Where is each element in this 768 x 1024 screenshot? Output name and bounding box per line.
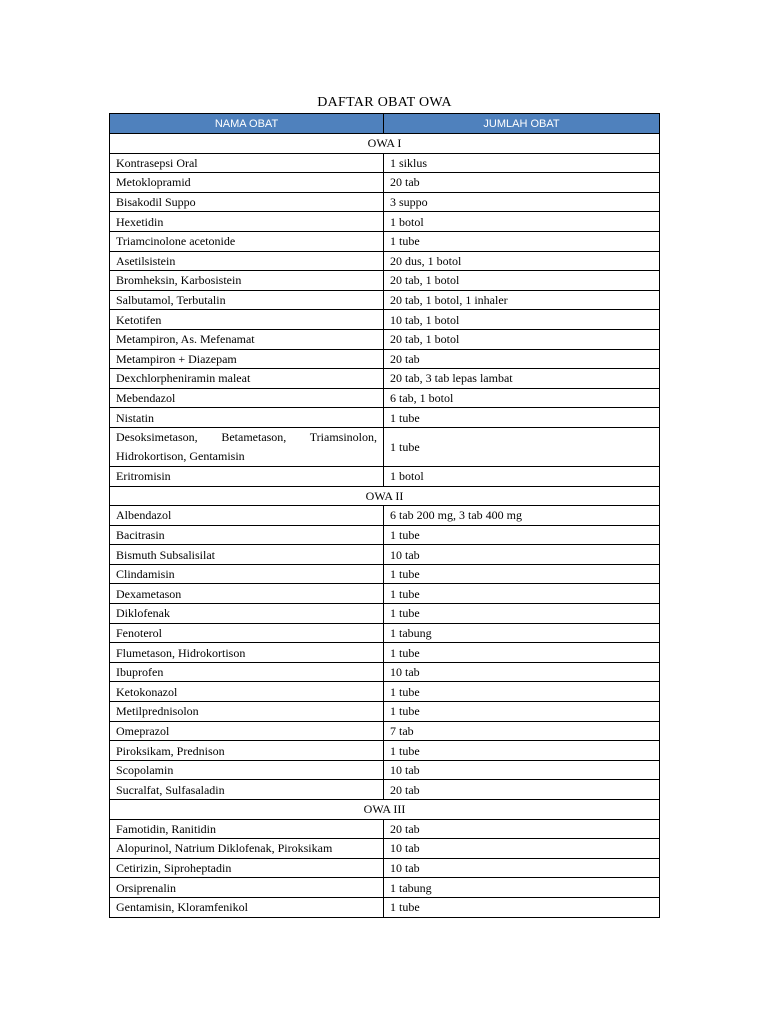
drug-quantity-cell: 10 tab, 1 botol [384, 310, 660, 330]
drug-quantity-cell: 1 tube [384, 604, 660, 624]
drug-name-cell: Albendazol [110, 506, 384, 526]
drug-name-cell: Bromheksin, Karbosistein [110, 271, 384, 291]
table-row [110, 584, 660, 604]
drug-name-cell: Clindamisin [110, 564, 384, 584]
table-row [110, 682, 660, 702]
drug-name-cell: Alopurinol, Natrium Diklofenak, Piroksikam [110, 839, 384, 859]
drug-quantity-cell: 20 tab [384, 780, 660, 800]
drug-name-cell: Omeprazol [110, 721, 384, 741]
drug-quantity-cell: 20 tab, 1 botol [384, 271, 660, 291]
table-row [110, 702, 660, 722]
drug-name-cell: Scopolamin [110, 760, 384, 780]
drug-name-cell: Asetilsistein [110, 251, 384, 271]
drug-name-cell: Metampiron, As. Mefenamat [110, 329, 384, 349]
drug-quantity-cell: 1 tube [384, 584, 660, 604]
drug-name-cell: Bacitrasin [110, 525, 384, 545]
table-row [110, 466, 660, 486]
drug-quantity-cell: 1 tube [384, 702, 660, 722]
drug-quantity-cell: 1 tube [384, 408, 660, 428]
page-title: DAFTAR OBAT OWA [317, 95, 452, 110]
table-row [110, 506, 660, 526]
table-row [110, 153, 660, 173]
drug-name-cell: Piroksikam, Prednison [110, 741, 384, 761]
column-header-jumlah-obat: JUMLAH OBAT [384, 114, 660, 134]
drug-name-cell: Famotidin, Ranitidin [110, 819, 384, 839]
drug-name-cell: Metampiron + Diazepam [110, 349, 384, 369]
table-row [110, 878, 660, 898]
table-row [110, 858, 660, 878]
drug-quantity-cell: 20 tab [384, 173, 660, 193]
drug-name-cell: Triamcinolone acetonide [110, 231, 384, 251]
drug-name-cell: Kontrasepsi Oral [110, 153, 384, 173]
table-row [110, 329, 660, 349]
drug-name-cell: Flumetason, Hidrokortison [110, 643, 384, 663]
table-row [110, 231, 660, 251]
drug-quantity-cell: 7 tab [384, 721, 660, 741]
drug-quantity-cell: 10 tab [384, 858, 660, 878]
table-row [110, 545, 660, 565]
drug-quantity-cell: 20 tab [384, 819, 660, 839]
drug-quantity-cell: 10 tab [384, 839, 660, 859]
table-row [110, 819, 660, 839]
group-row [110, 134, 660, 154]
table-row [110, 173, 660, 193]
drug-name-cell: Bisakodil Suppo [110, 192, 384, 212]
drug-quantity-cell: 1 siklus [384, 153, 660, 173]
drug-quantity-cell: 3 suppo [384, 192, 660, 212]
table-row [110, 192, 660, 212]
table-row [110, 741, 660, 761]
group-title: OWA III [110, 800, 660, 820]
drug-quantity-cell: 1 tube [384, 525, 660, 545]
drug-quantity-cell: 10 tab [384, 760, 660, 780]
group-row [110, 486, 660, 506]
table-row [110, 525, 660, 545]
table-row [110, 271, 660, 291]
drug-name-cell: Ketotifen [110, 310, 384, 330]
table-header-row [110, 114, 660, 134]
drug-quantity-cell: 20 tab, 3 tab lepas lambat [384, 369, 660, 389]
drug-name-cell: Ibuprofen [110, 662, 384, 682]
group-title: OWA II [110, 486, 660, 506]
drug-name-cell: Hexetidin [110, 212, 384, 232]
table-row [110, 780, 660, 800]
drug-name-cell: Metoklopramid [110, 173, 384, 193]
drug-name-cell: Fenoterol [110, 623, 384, 643]
drug-name-cell: Ketokonazol [110, 682, 384, 702]
drug-quantity-cell: 10 tab [384, 545, 660, 565]
drug-name-cell: Desoksimetason, Betametason, Triamsinolon, Hidrokortison, Gentamisin [110, 427, 384, 466]
table-row [110, 839, 660, 859]
table-row [110, 662, 660, 682]
drug-quantity-cell: 1 tube [384, 741, 660, 761]
drug-quantity-cell: 10 tab [384, 662, 660, 682]
table-row [110, 251, 660, 271]
table-row [110, 643, 660, 663]
drug-table [109, 113, 660, 918]
table-row [110, 212, 660, 232]
drug-quantity-cell: 1 botol [384, 466, 660, 486]
drug-name-cell: Orsiprenalin [110, 878, 384, 898]
table-row [110, 897, 660, 917]
table-row [110, 290, 660, 310]
drug-quantity-cell: 1 tube [384, 231, 660, 251]
table-row [110, 310, 660, 330]
drug-quantity-cell: 1 tabung [384, 878, 660, 898]
drug-quantity-cell: 1 tube [384, 427, 660, 466]
drug-name-cell: Metilprednisolon [110, 702, 384, 722]
drug-quantity-cell: 1 botol [384, 212, 660, 232]
drug-quantity-cell: 20 dus, 1 botol [384, 251, 660, 271]
column-header-nama-obat: NAMA OBAT [110, 114, 384, 134]
drug-name-cell: Bismuth Subsalisilat [110, 545, 384, 565]
drug-quantity-cell: 1 tube [384, 564, 660, 584]
drug-name-cell: Dexametason [110, 584, 384, 604]
table-row [110, 388, 660, 408]
drug-name-cell: Gentamisin, Kloramfenikol [110, 897, 384, 917]
drug-quantity-cell: 20 tab [384, 349, 660, 369]
drug-name-cell: Diklofenak [110, 604, 384, 624]
drug-name-cell: Dexchlorpheniramin maleat [110, 369, 384, 389]
table-row [110, 427, 660, 466]
table-row [110, 349, 660, 369]
drug-quantity-cell: 6 tab, 1 botol [384, 388, 660, 408]
drug-name-cell: Eritromisin [110, 466, 384, 486]
table-row [110, 721, 660, 741]
group-title: OWA I [110, 134, 660, 154]
drug-name-cell: Mebendazol [110, 388, 384, 408]
drug-quantity-cell: 1 tabung [384, 623, 660, 643]
drug-quantity-cell: 20 tab, 1 botol [384, 329, 660, 349]
drug-quantity-cell: 6 tab 200 mg, 3 tab 400 mg [384, 506, 660, 526]
drug-quantity-cell: 20 tab, 1 botol, 1 inhaler [384, 290, 660, 310]
table-row [110, 623, 660, 643]
drug-name-cell: Salbutamol, Terbutalin [110, 290, 384, 310]
table-body [110, 134, 660, 918]
table-row [110, 564, 660, 584]
drug-name-cell: Cetirizin, Siproheptadin [110, 858, 384, 878]
drug-quantity-cell: 1 tube [384, 643, 660, 663]
drug-name-cell: Sucralfat, Sulfasaladin [110, 780, 384, 800]
table-row [110, 408, 660, 428]
table-row [110, 760, 660, 780]
table-row [110, 369, 660, 389]
drug-name-cell: Nistatin [110, 408, 384, 428]
drug-quantity-cell: 1 tube [384, 682, 660, 702]
drug-quantity-cell: 1 tube [384, 897, 660, 917]
table-row [110, 604, 660, 624]
group-row [110, 800, 660, 820]
